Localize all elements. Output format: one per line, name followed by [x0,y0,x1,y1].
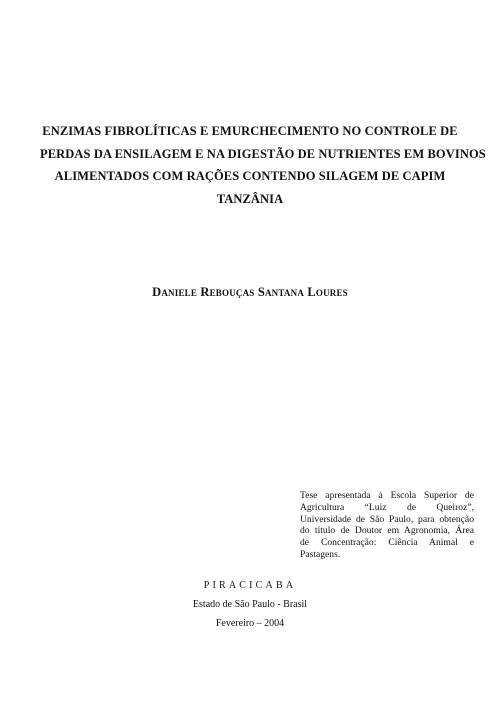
thesis-note-line: Tese apresentada à Escola Superior de [300,490,474,501]
thesis-note-line: Pastagens. [300,548,341,560]
thesis-note-line: de Concentração: Ciência Animal e [300,537,474,549]
title-line: TANZÂNIA [216,191,284,206]
imprint-state: Estado de São Paulo - Brasil [192,599,308,610]
thesis-note-line: Universidade de São Paulo, para obtenção [300,513,474,525]
thesis-title [40,120,486,210]
thesis-note [300,490,474,561]
title-line: PERDAS DA ENSILAGEM E NA DIGESTÃO DE NUTRIENTES EM BOVINOS [40,146,486,161]
thesis-note-line: do título de Doutor em Agronomia, Área [300,525,474,537]
author-name: Daniele Rebouças Santana Loures [152,285,348,299]
imprint [40,577,460,633]
title-line: ENZIMAS FIBROLÍTICAS E EMURCHECIMENTO NO CONTROLE DE [42,124,458,138]
title-line: ALIMENTADOS COM RAÇÕES CONTENDO SILAGEM DE CAPIM [54,169,446,183]
imprint-date: Fevereiro – 2004 [215,618,285,629]
imprint-city: PIRACICABA [203,580,297,591]
thesis-note-line: Agricultura “Luiz de Queiroz”, [300,501,474,513]
